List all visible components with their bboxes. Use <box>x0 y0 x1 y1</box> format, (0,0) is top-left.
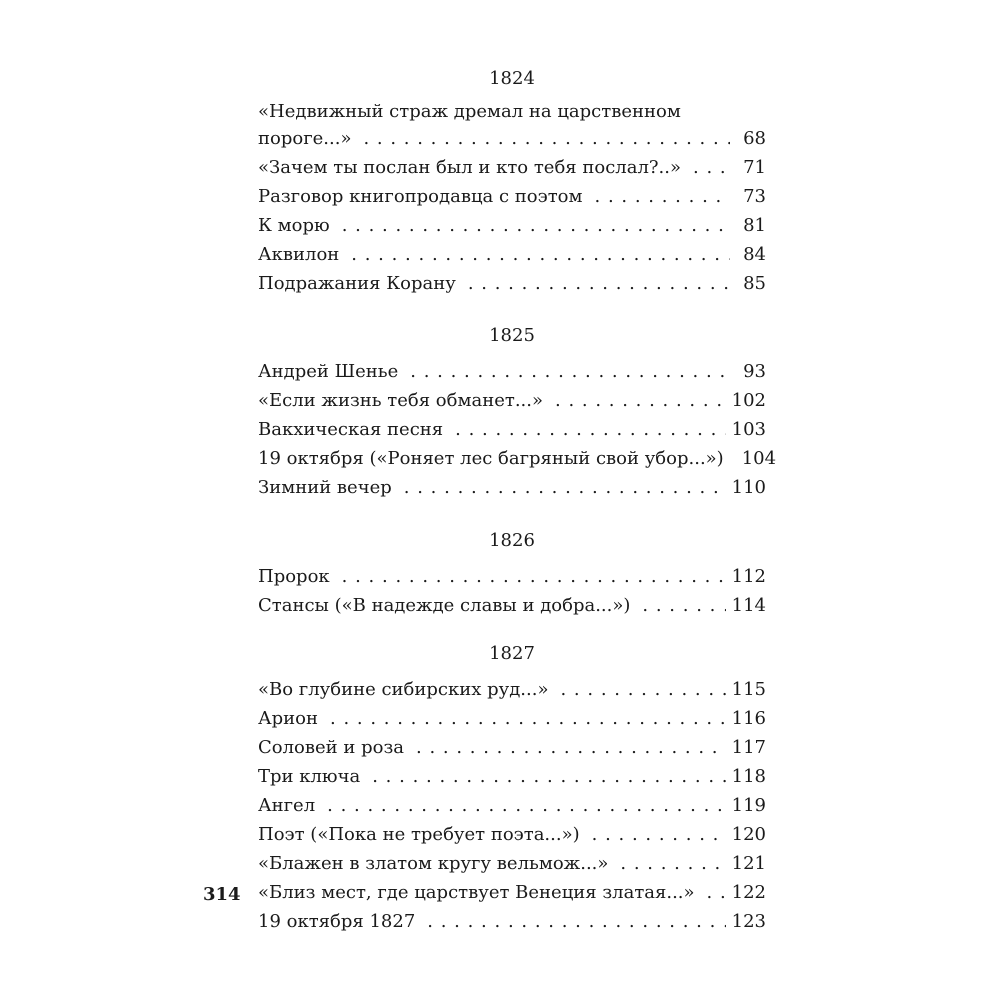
dot-leader <box>351 240 730 269</box>
entry-title: Ангел <box>258 795 316 816</box>
entry-page: 102 <box>731 390 766 411</box>
dot-leader <box>372 762 725 791</box>
entry-title: Зимний вечер <box>258 477 392 498</box>
entry-page: 73 <box>743 186 766 207</box>
toc-entry[interactable] <box>258 269 766 298</box>
entry-title: Поэт («Пока не требует поэта...») <box>258 824 580 845</box>
entry-title: пороге...» <box>258 128 352 149</box>
toc-entry[interactable] <box>258 473 766 502</box>
toc-entry[interactable] <box>258 357 766 386</box>
dot-leader <box>620 849 725 878</box>
entry-page: 71 <box>743 157 766 178</box>
toc-entry[interactable] <box>258 562 766 591</box>
entry-title: Подражания Корану <box>258 273 456 294</box>
toc-entry[interactable] <box>258 153 766 182</box>
entry-page: 121 <box>731 853 766 874</box>
toc-entry[interactable] <box>258 182 766 211</box>
dot-leader <box>592 820 726 849</box>
dot-leader <box>455 415 726 444</box>
section-1826 <box>258 530 766 620</box>
dot-leader <box>404 473 726 502</box>
toc-entry[interactable] <box>258 704 766 733</box>
entry-page: 118 <box>731 766 766 787</box>
toc-entry[interactable] <box>258 100 766 153</box>
toc-entry[interactable] <box>258 791 766 820</box>
toc-entry[interactable] <box>258 762 766 791</box>
entry-title: Соловей и роза <box>258 737 405 758</box>
entry-title: «Зачем ты послан был и кто тебя послал?..» <box>258 157 681 178</box>
dot-leader <box>555 386 726 415</box>
entry-title: Аквилон <box>258 244 340 265</box>
dot-leader <box>342 211 730 240</box>
dot-leader <box>427 907 725 936</box>
dot-leader <box>416 733 726 762</box>
dot-leader <box>363 124 730 153</box>
entry-title: «Во глубине сибирских руд...» <box>258 679 549 700</box>
entry-title: Арион <box>258 708 318 729</box>
toc-entry[interactable] <box>258 733 766 762</box>
entry-title-line1: «Недвижный страж дремал на царственном <box>258 101 681 122</box>
entry-page: 117 <box>731 737 766 758</box>
entry-page: 110 <box>731 477 766 498</box>
dot-leader <box>595 182 730 211</box>
section-1825 <box>258 325 777 502</box>
entry-page: 103 <box>731 419 766 440</box>
toc-entry[interactable] <box>258 240 766 269</box>
toc-entry[interactable] <box>258 211 766 240</box>
entry-page: 120 <box>731 824 766 845</box>
entry-page: 85 <box>743 273 766 294</box>
toc-entry[interactable] <box>258 444 777 473</box>
section-year: 1827 <box>489 643 535 664</box>
dot-leader <box>693 153 730 182</box>
entry-page: 68 <box>743 128 766 149</box>
entry-page: 115 <box>731 679 766 700</box>
section-1824 <box>258 68 766 298</box>
section-year: 1824 <box>489 68 535 89</box>
section-year: 1826 <box>489 530 535 551</box>
dot-leader <box>468 269 730 298</box>
toc-entry[interactable] <box>258 820 766 849</box>
toc-entry[interactable] <box>258 878 766 907</box>
dot-leader <box>642 591 725 620</box>
entry-title: Пророк <box>258 566 330 587</box>
entry-page: 93 <box>743 361 766 382</box>
dot-leader <box>327 791 725 820</box>
entry-title: 19 октября («Роняет лес багряный свой убор...») <box>258 448 724 469</box>
entry-title: Андрей Шенье <box>258 361 399 382</box>
dot-leader <box>410 357 730 386</box>
entry-page: 104 <box>741 448 777 469</box>
section-1827 <box>258 643 766 936</box>
dot-leader <box>342 562 726 591</box>
entry-title: «Блажен в златом кругу вельмож...» <box>258 853 609 874</box>
entry-title: 19 октября 1827 <box>258 911 416 932</box>
entry-title: Стансы («В надежде славы и добра...») <box>258 595 631 616</box>
entry-title: Разговор книгопродавца с поэтом <box>258 186 583 207</box>
dot-leader <box>330 704 726 733</box>
entry-page: 84 <box>743 244 766 265</box>
page-number: 314 <box>203 884 241 905</box>
toc-entry[interactable] <box>258 386 766 415</box>
entry-page: 112 <box>731 566 766 587</box>
toc-entry[interactable] <box>258 591 766 620</box>
toc-entry[interactable] <box>258 415 766 444</box>
entry-title: «Если жизнь тебя обманет...» <box>258 390 543 411</box>
entry-page: 123 <box>731 911 766 932</box>
section-year: 1825 <box>489 325 535 346</box>
dot-leader <box>707 878 726 907</box>
entry-title: Вакхическая песня <box>258 419 444 440</box>
toc-entry[interactable] <box>258 675 766 704</box>
toc-entry[interactable] <box>258 907 766 936</box>
entry-page: 122 <box>731 882 766 903</box>
entry-page: 81 <box>743 215 766 236</box>
table-of-contents <box>258 68 777 936</box>
entry-page: 116 <box>731 708 766 729</box>
entry-title: К морю <box>258 215 330 236</box>
entry-title: «Близ мест, где царствует Венеция златая...» <box>258 882 695 903</box>
entry-title: Три ключа <box>258 766 361 787</box>
dot-leader <box>560 675 725 704</box>
toc-entry[interactable] <box>258 849 766 878</box>
entry-page: 114 <box>731 595 766 616</box>
entry-page: 119 <box>731 795 766 816</box>
